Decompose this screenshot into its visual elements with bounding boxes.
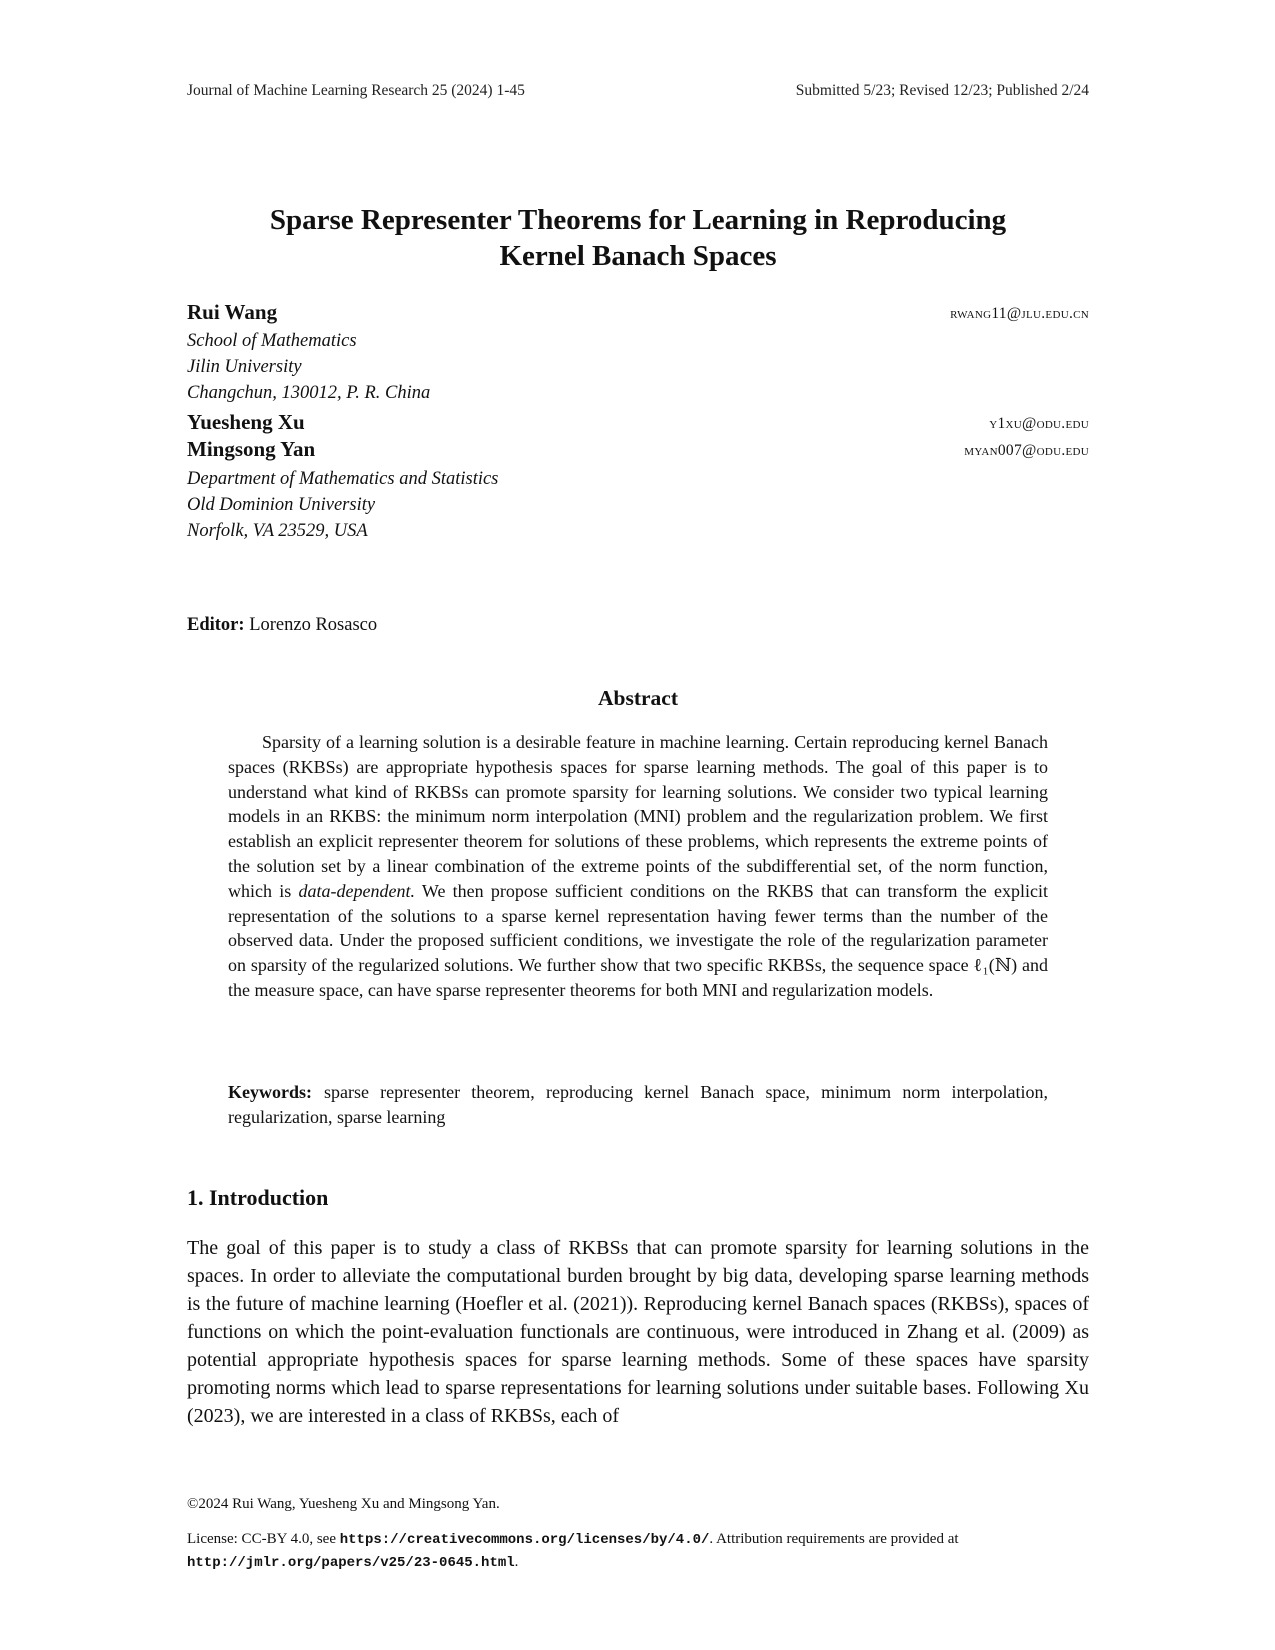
license-text: . [514,1554,519,1570]
abstract-part: Sparsity of a learning solution is a desirable feature in machine learning. Certain reproducing kernel Banach spaces (RKBSs) are appropriate hypothesis spaces for sparse learning methods. The goal of this paper is to understand what kind of RKBSs can promote sparsity for learning solutions. We consider two typical learning models in an RKBS: the minimum norm interpolation (MNI) problem and the regularization problem. We first establish an explicit representer theorem for solutions of these problems, which represents the extreme points of the solution set by a linear combination of the extreme points of the subdifferential set, of the norm function, which is [228,732,1048,901]
license-notice [187,1528,1089,1574]
affiliation-line: Jilin University [187,357,302,377]
attribution-link[interactable]: http://jmlr.org/papers/v25/23-0645.html [187,1555,515,1571]
abstract-heading: Abstract [597,686,678,710]
section-heading: 1. Introduction [187,1185,329,1210]
title-line-1: Sparse Representer Theorems for Learning in Reproducing [269,204,1007,236]
affiliation-2 [187,466,498,544]
keywords-text: sparse representer theorem, reproducing kernel Banach space, minimum norm interpolation, regularization, sparse learning [228,1082,1048,1127]
intro-paragraph: The goal of this paper is to study a class of RKBSs that can promote sparsity for learning solutions in the spaces. In order to alleviate the computational burden brought by big data, developing sparse learning methods is the future of machine learning (Hoefler et al. (2021)). Reproducing kernel Banach spaces (RKBSs), spaces of functions on which the point-evaluation functionals are continuous, were introduced in Zhang et al. (2009) as potential appropriate hypothesis spaces for sparse learning methods. Some of these spaces have sparsity promoting norms which lead to sparse representations for learning solutions under suitable bases. Following Xu (2023), we are interested in a class of RKBSs, each of [187,1237,1089,1427]
author-email[interactable]: rwang11@jlu.edu.cn [950,305,1089,322]
editor-line [187,615,377,636]
keywords [228,1080,1048,1130]
editor-name: Lorenzo Rosasco [249,615,378,635]
abstract-text [228,730,1048,1003]
abstract-emphasis: data-dependent. [298,880,415,901]
license-text: License: CC-BY 4.0, see [187,1531,340,1547]
editor-label: Editor: [187,615,245,635]
author-email[interactable]: myan007@odu.edu [964,442,1089,459]
journal-header: Journal of Machine Learning Research 25 (2024) 1-45 [187,82,525,99]
license-link[interactable]: https://creativecommons.org/licenses/by/4.0/ [339,1532,710,1548]
author-name: Rui Wang [187,300,278,324]
affiliation-line: Department of Mathematics and Statistics [187,469,499,489]
abstract-part: We then propose sufficient conditions on the RKBS that can transform the explicit representation of the solutions to a sparse kernel representation having fewer terms than the number of the observed data. Under the proposed sufficient conditions, we investigate the role of the regularization parameter on sparsity of the regularized solutions. We further show that two specific RKBSs, the sequence space ℓ₁(ℕ) and the measure space, can have sparse representer theorems for both MNI and regularization models. [228,880,1048,1000]
title-line-2: Kernel Banach Spaces [499,240,777,272]
publication-dates: Submitted 5/23; Revised 12/23; Published 2/24 [795,82,1089,99]
affiliation-line: School of Mathematics [187,331,357,351]
keywords-label: Keywords: [228,1082,312,1102]
license-text: . Attribution requirements are provided at [709,1531,959,1547]
author-name: Mingsong Yan [187,437,316,461]
affiliation-1 [187,328,430,406]
copyright-notice: ©2024 Rui Wang, Yuesheng Xu and Mingsong Yan. [187,1496,500,1512]
affiliation-line: Changchun, 130012, P. R. China [187,383,431,403]
author-name: Yuesheng Xu [187,410,305,434]
affiliation-line: Old Dominion University [187,495,376,515]
author-email[interactable]: y1xu@odu.edu [989,415,1089,432]
affiliation-line: Norfolk, VA 23529, USA [187,521,368,541]
paper-title [187,202,1089,274]
